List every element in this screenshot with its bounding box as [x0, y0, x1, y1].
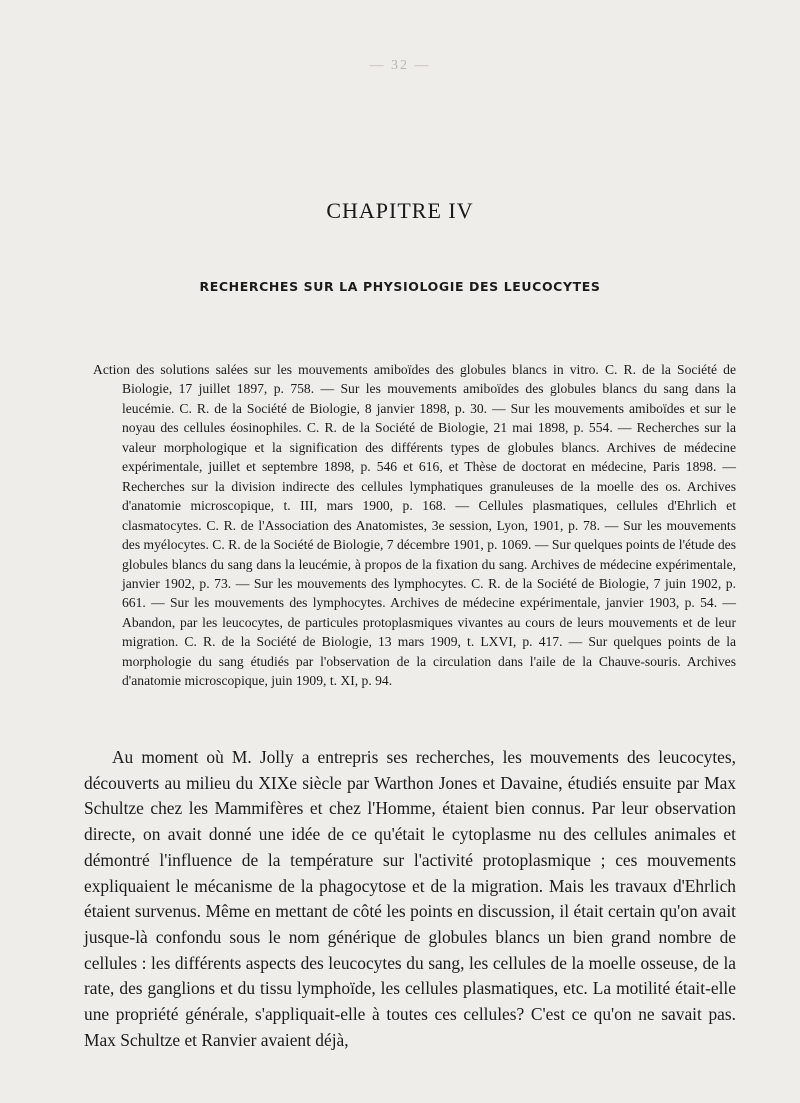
body-paragraph: Au moment où M. Jolly a entrepris ses recherches, les mouvements des leucocytes, découverts au milieu du XIXe siècle par Warthon Jones et Davaine, étudiés ensuite par Max Schultze chez les Mammifères et chez l'Homme, étaient bien connus. Par leur observation directe, on avait donné une idée de ce qu'était le cytoplasme nu des cellules animales et démontré l'influence de la température sur l'activité protoplasmique ; ces mouvements expliquaient le mécanisme de la phagocytose et de la migration. Mais les travaux d'Ehrlich étaient survenus. Même en mettant de côté les points en discussion, il était certain qu'on avait jusque-là confondu sous le nom générique de globules blancs un bien grand nombre de cellules : les différents aspects des leucocytes du sang, les cellules de la moelle osseuse, de la rate, des ganglions et du tissu lymphoïde, les cellules plasmatiques, etc. La motilité était-elle une propriété générale, s'appliquait-elle à toutes ces cellules? C'est ce qu'on ne savait pas. Max Schultze et Ranvier avaient déjà,: [84, 747, 736, 1050]
bibliography-text: Action des solutions salées sur les mouvements amiboïdes des globules blancs in vitro. C. R. de la Société de Biologie, 17 juillet 1897, p. 758. — Sur les mouvements amiboïdes des globules blancs du sang dans la leucémie. C. R. de la Société de Biologie, 8 janvier 1898, p. 30. — Sur les mouvements amiboïdes et sur le noyau des cellules éosinophiles. C. R. de la Société de Biologie, 21 mai 1898, p. 554. — Recherches sur la valeur morphologique et la signification des différents types de globules blancs. Archives de médecine expérimentale, juillet et septembre 1898, p. 546 et 616, et Thèse de doctorat en médecine, Paris 1898. — Recherches sur la division indirecte des cellules lymphatiques granuleuses de la moelle des os. Archives d'anatomie microscopique, t. III, mars 1900, p. 168. — Cellules plasmatiques, cellules d'Ehrlich et clasmatocytes. C. R. de l'Association des Anatomistes, 3e session, Lyon, 1901, p. 78. — Sur les mouvements des myélocytes. C. R. de la Société de Biologie, 7 décembre 1901, p. 1069. — Sur quelques points de l'étude des globules blancs du sang dans la leucémie, à propos de la fixation du sang. Archives de médecine expérimentale, janvier 1902, p. 73. — Sur les mouvements des lymphocytes. C. R. de la Société de Biologie, 7 juin 1902, p. 661. — Sur les mouvements des lymphocytes. Archives de médecine expérimentale, janvier 1903, p. 54. — Abandon, par les leucocytes, de particules protoplasmiques vivantes au cours de leurs mouvements et de leur migration. C. R. de la Société de Biologie, 13 mars 1909, t. LXVI, p. 417. — Sur quelques points de la morphologie du sang étudiés par l'observation de la circulation dans l'aile de la Chauve-souris. Archives d'anatomie microscopique, juin 1909, t. XI, p. 94.: [93, 362, 736, 689]
bibliography-block: [93, 360, 736, 691]
chapter-title: CHAPITRE IV: [326, 198, 474, 223]
section-title: RECHERCHES SUR LA PHYSIOLOGIE DES LEUCOCYTES: [199, 279, 601, 294]
page-number: — 32 —: [369, 58, 431, 73]
body-text: [84, 745, 736, 1053]
